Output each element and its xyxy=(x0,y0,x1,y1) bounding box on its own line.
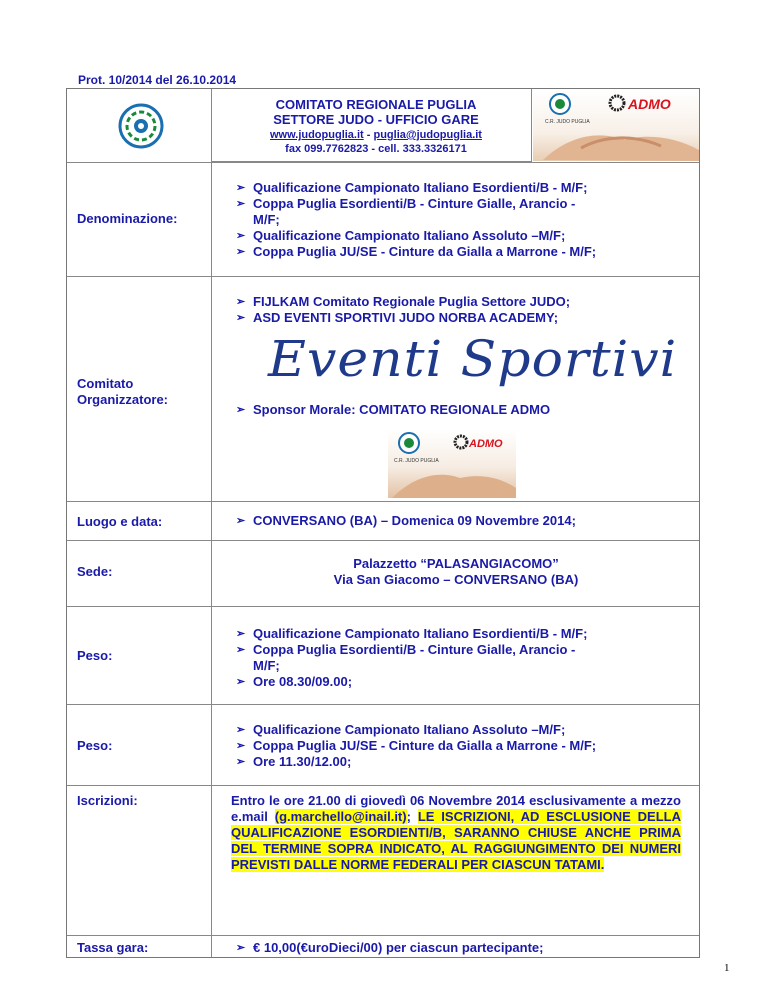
label-peso: Peso: xyxy=(77,648,113,663)
judo-puglia-logo xyxy=(117,102,165,155)
row-divider xyxy=(67,501,699,502)
page-number: 1 xyxy=(724,962,730,974)
registration-text: Entro le ore 21.00 di giovedì 06 Novembre 2014 esclusivamente a mezzo e.mail (g.marchello@inail.it); LE ISCRIZIONI, AD ESCLUSIONE DELLA QUALIFICAZIONE ESORDIENTI/B, SARANNO CHIUSE ANCHE PRIMA DEL TERMINE SOPRA INDICATO, AL RAGGIUNGIMENTO DEI NUMERI PREVISTI DALLE NORME FEDERALI PER CIASCUN TATAMI. xyxy=(231,793,681,872)
list-item: ➢ Qualificazione Campionato Italiano Assoluto –M/F; xyxy=(236,228,566,243)
label-luogo: Luogo e data: xyxy=(77,514,163,529)
label-comitato: Comitato xyxy=(77,376,134,391)
label-iscrizioni: Iscrizioni: xyxy=(77,793,138,808)
website-link[interactable]: www.judopuglia.it xyxy=(270,129,364,141)
list-item: ➢ Coppa Puglia Esordienti/B - Cinture Gialle, Arancio - xyxy=(236,642,576,657)
row-divider xyxy=(67,540,699,541)
admo-logo-text: ADMO xyxy=(628,96,671,112)
row-divider xyxy=(67,704,699,705)
list-item: ➢ Coppa Puglia JU/SE - Cinture da Gialla a Marrone - M/F; xyxy=(236,244,597,259)
registration-email[interactable]: (g.marchello@inail.it) xyxy=(274,809,407,824)
row-divider xyxy=(67,606,699,607)
label-sede: Sede: xyxy=(77,564,113,579)
registration-warning: LE ISCRIZIONI, AD ESCLUSIONE DELLA QUALIFICAZIONE ESORDIENTI/B, SARANNO CHIUSE ANCHE PRIMA DEL TERMINE SOPRA INDICATO, AL RAGGIUNGIMENTO DEI NUMERI PREVISTI DALLE NORME FEDERALI PER CIASCUN TATAMI. xyxy=(231,809,681,872)
column-divider xyxy=(211,89,212,957)
row-divider xyxy=(67,785,699,786)
label-organizzatore: Organizzatore: xyxy=(77,392,169,407)
svg-text:ADMO: ADMO xyxy=(469,438,503,450)
list-item: ➢ ASD EVENTI SPORTIVI JUDO NORBA ACADEMY; xyxy=(236,310,559,325)
list-item: ➢ FIJLKAM Comitato Regionale Puglia Settore JUDO; xyxy=(236,294,571,309)
svg-text:C.R. JUDO PUGLIA: C.R. JUDO PUGLIA xyxy=(545,119,590,125)
list-item-continuation: M/F; xyxy=(253,212,280,227)
venue-address: Via San Giacomo – CONVERSANO (BA) xyxy=(333,572,579,587)
handshake-logo-image xyxy=(533,90,699,161)
list-item: ➢ Ore 08.30/09.00; xyxy=(236,674,353,689)
svg-text:C.R. JUDO PUGLIA: C.R. JUDO PUGLIA xyxy=(394,458,439,464)
list-item: ➢ Sponsor Morale: COMITATO REGIONALE ADMO xyxy=(236,402,551,417)
label-tassa: Tassa gara: xyxy=(77,940,149,955)
header-committee: COMITATO REGIONALE PUGLIA xyxy=(275,97,477,112)
list-item: ➢ Coppa Puglia Esordienti/B - Cinture Gialle, Arancio - xyxy=(236,196,576,211)
protocol-number: Prot. 10/2014 del 26.10.2014 xyxy=(78,73,237,87)
sponsor-logo-image xyxy=(388,430,516,498)
list-item: ➢ Ore 11.30/12.00; xyxy=(236,754,352,769)
row-divider xyxy=(67,935,699,936)
header-contacts: fax 099.7762823 - cell. 333.3326171 xyxy=(285,143,467,155)
list-item: ➢ Qualificazione Campionato Italiano Esordienti/B - M/F; xyxy=(236,626,588,641)
list-item: ➢ € 10,00(€uroDieci/00) per ciascun partecipante; xyxy=(236,940,544,955)
label-denominazione: Denominazione: xyxy=(77,211,178,226)
row-divider xyxy=(67,162,699,163)
row-divider xyxy=(67,276,699,277)
list-item: ➢ Qualificazione Campionato Italiano Esordienti/B - M/F; xyxy=(236,180,588,195)
header-office: SETTORE JUDO - UFFICIO GARE xyxy=(273,112,479,127)
eventi-sportivi-logo: Eventi Sportivi xyxy=(268,331,678,389)
list-item: ➢ Qualificazione Campionato Italiano Assoluto –M/F; xyxy=(236,722,566,737)
email-link[interactable]: puglia@judopuglia.it xyxy=(373,129,482,141)
list-item: ➢ CONVERSANO (BA) – Domenica 09 Novembre 2014; xyxy=(236,513,576,528)
label-peso: Peso: xyxy=(77,738,113,753)
list-item: ➢ Coppa Puglia JU/SE - Cinture da Gialla a Marrone - M/F; xyxy=(236,738,597,753)
header-links: www.judopuglia.it - puglia@judopuglia.it xyxy=(270,129,482,141)
venue-name: Palazzetto “PALASANGIACOMO” xyxy=(353,556,559,571)
list-item-continuation: M/F; xyxy=(253,658,280,673)
